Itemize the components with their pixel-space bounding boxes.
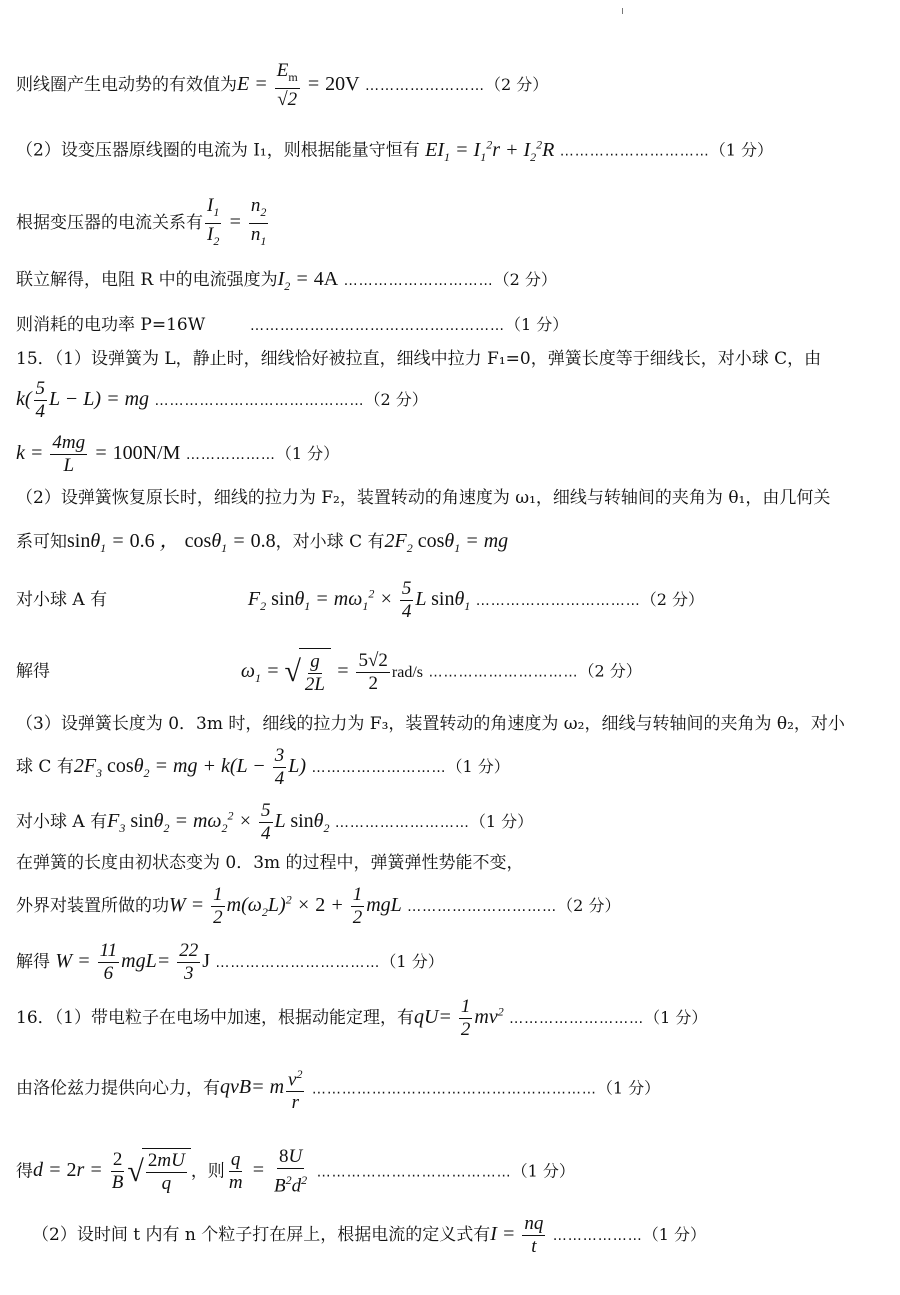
formula-current-ratio: $\frac{I_1}{I_2}$ = $\frac{n_2}{n_1}$: [207, 195, 267, 248]
line-text: （2）设弹簧恢复原长时，细线的拉力为 F₂，装置转动的角速度为 ω₁，细线与转轴间的夹角为 θ₁，由几何关: [16, 488, 831, 508]
answer-line-3: [16, 195, 270, 252]
line-text: 解得: [16, 661, 50, 682]
leader-dots: ……………………: [365, 77, 486, 94]
line-text-mid: ，则: [190, 1161, 225, 1182]
answer-line-20: [16, 1063, 660, 1114]
score: （1 分）: [642, 1225, 707, 1245]
formula-emf-effective: E = $\frac{E_m}{√2}$ = 20V: [237, 60, 360, 110]
answer-line-11: [16, 578, 704, 623]
leader-dots: ……………………………: [215, 955, 381, 972]
line-text: 15．（1）设弹簧为 L，静止时，细线恰好被拉直，细线中拉力 F₁=0，弹簧长度等于细线长，对小球 C，由: [16, 349, 822, 369]
answer-line-13: [16, 712, 845, 736]
answer-line-8: [16, 432, 339, 477]
line-text: 对小球 A 有: [16, 590, 108, 611]
answer-line-5: [16, 313, 568, 338]
leader-dots: …………………………: [428, 664, 579, 681]
line-text: 解得: [16, 952, 50, 973]
scan-mark: [622, 8, 623, 14]
line-text: 联立解得，电阻 R 中的电流强度为: [16, 270, 278, 290]
formula-omega1: $\omega_1$ = √ $\frac{g}{2L}$ = $\frac{5√2}{2}$ rad/s: [240, 649, 424, 695]
leader-dots: ………………………: [509, 1011, 645, 1028]
line-text-mid: ，对小球 C 有: [275, 532, 385, 552]
leader-dots: ……………………………………: [154, 393, 365, 410]
formula-charge-mass: $\frac{q}{m}$ = $\frac{8U}{B^2d^2}$: [228, 1146, 308, 1197]
score: （2 分）: [578, 661, 642, 681]
line-text: 则消耗的电功率 P=16W: [16, 315, 206, 335]
line-text: 球 C 有: [16, 757, 74, 778]
line-text: （3）设弹簧长度为 0．3m 时，细线的拉力为 F₃，装置转动的角速度为 ω₂，细线与转轴间的夹角为 θ₂，对小: [16, 714, 845, 734]
formula-sin-cos: sinθ$_1$ = 0.6 ， cosθ$_1$ = 0.8: [67, 530, 276, 555]
score: （1 分）: [596, 1078, 661, 1098]
line-text: 外界对装置所做的功: [16, 896, 169, 917]
formula-work: W = $\frac{1}{2}$ $m(\omega_2L)^2 \times 2$ + $\frac{1}{2}$ mgL: [169, 884, 402, 928]
line-text: （2）设时间 t 内有 n 个粒子打在屏上，根据电流的定义式有: [32, 1225, 491, 1246]
answer-line-7: [16, 378, 428, 423]
formula-current-def: I = $\frac{nq}{t}$: [490, 1213, 544, 1257]
answer-line-18: [16, 940, 444, 985]
leader-dots: ……………………………: [475, 593, 641, 610]
answer-line-2: [16, 132, 773, 169]
line-text: 则线圈产生电动势的有效值为: [16, 74, 237, 95]
answer-line-12: [16, 648, 642, 696]
answer-line-15: [16, 800, 533, 845]
score: （2 分）: [485, 74, 549, 94]
line-text: 对小球 A 有: [16, 812, 108, 833]
answer-line-9: [16, 486, 830, 510]
leader-dots: ………………: [185, 447, 276, 464]
formula-i2: $I_2 = 4A$: [277, 268, 339, 293]
leader-dots: ………………………: [334, 815, 470, 832]
answer-line-16: [16, 851, 524, 875]
answer-line-1: [16, 60, 548, 111]
formula-ball-a-3: $F_3$ $\sin\theta_2 = m\omega_2^2$ × $\frac{5}{4}$ L sinθ$_2$: [107, 800, 330, 844]
leader-dots: …………………………………: [316, 1164, 512, 1181]
answer-line-14: [16, 745, 510, 790]
score: （2 分）: [364, 390, 428, 410]
formula-ball-a-2: $F_2$ $\sin\theta_1 = m\omega_1^2$ × $\frac{5}{4}$ L sinθ$_1$: [247, 578, 471, 622]
leader-dots: …………………………: [343, 273, 494, 289]
score: （2 分）: [557, 896, 621, 916]
answer-line-19: [16, 996, 707, 1041]
answer-line-10: [16, 529, 508, 560]
score: （1 分）: [505, 315, 569, 334]
line-text: 16．（1）带电粒子在电场中加速，根据动能定理，有: [16, 1008, 414, 1029]
formula-diameter: d = 2r = $\frac{2}{B}$ √ $\frac{2mU}{q}$: [33, 1159, 191, 1181]
line-text: 系可知: [16, 532, 67, 552]
leader-dots: ………………: [552, 1228, 643, 1245]
score: （1 分）: [709, 140, 774, 160]
answer-line-6: [16, 347, 821, 371]
score: （1 分）: [469, 812, 534, 832]
formula-energy-conservation: $EI_1 = I_1^2r + I_2^2R$: [425, 137, 555, 164]
score: （1 分）: [446, 757, 510, 777]
score: （1 分）: [511, 1161, 575, 1181]
line-text: 由洛伦兹力提供向心力，有: [16, 1078, 220, 1099]
answer-line-21: [16, 1146, 575, 1197]
leader-dots: ………………………: [311, 760, 447, 777]
answer-line-4: [16, 267, 557, 298]
formula-lorentz: qvB= m $\frac{v^2}{r}$: [220, 1076, 306, 1098]
answer-line-22: [32, 1213, 706, 1258]
line-text: 根据变压器的电流关系有: [16, 212, 203, 233]
score: （1 分）: [644, 1008, 708, 1028]
score: （2 分）: [493, 270, 557, 289]
leader-dots: …………………………: [407, 899, 558, 916]
line-text: 在弹簧的长度由初状态变为 0．3m 的过程中，弹簧弹性势能不变，: [16, 853, 524, 873]
formula-k-value: k = $\frac{4mg}{L}$ = 100N/M: [16, 432, 181, 476]
formula-spring-static: k( $\frac{5}{4}$ L − L) = mg: [16, 378, 150, 422]
answer-line-17: [16, 884, 620, 929]
leader-dots: …………………………………………………: [311, 1081, 597, 1098]
line-text: 得: [16, 1161, 33, 1182]
formula-kinetic: qU= $\frac{1}{2}$ $mv^2$: [413, 996, 504, 1040]
score: （1 分）: [275, 444, 340, 464]
leader-dots: ……………………………………………: [250, 318, 506, 334]
leader-dots: …………………………: [559, 143, 710, 160]
formula-ball-c-3: $2F_3$ cosθ$_2$ = mg + k(L − $\frac{3}{4}$ L): [73, 745, 307, 789]
formula-ball-c-2: $2F_2$ cosθ$_1$ = mg: [384, 530, 509, 555]
score: （1 分）: [380, 952, 444, 972]
formula-work-result: W = $\frac{11}{6}$ mgL= $\frac{22}{3}$ J: [55, 940, 211, 984]
score: （2 分）: [640, 590, 704, 610]
line-text: （2）设变压器原线圈的电流为 I₁，则根据能量守恒有: [16, 140, 420, 161]
